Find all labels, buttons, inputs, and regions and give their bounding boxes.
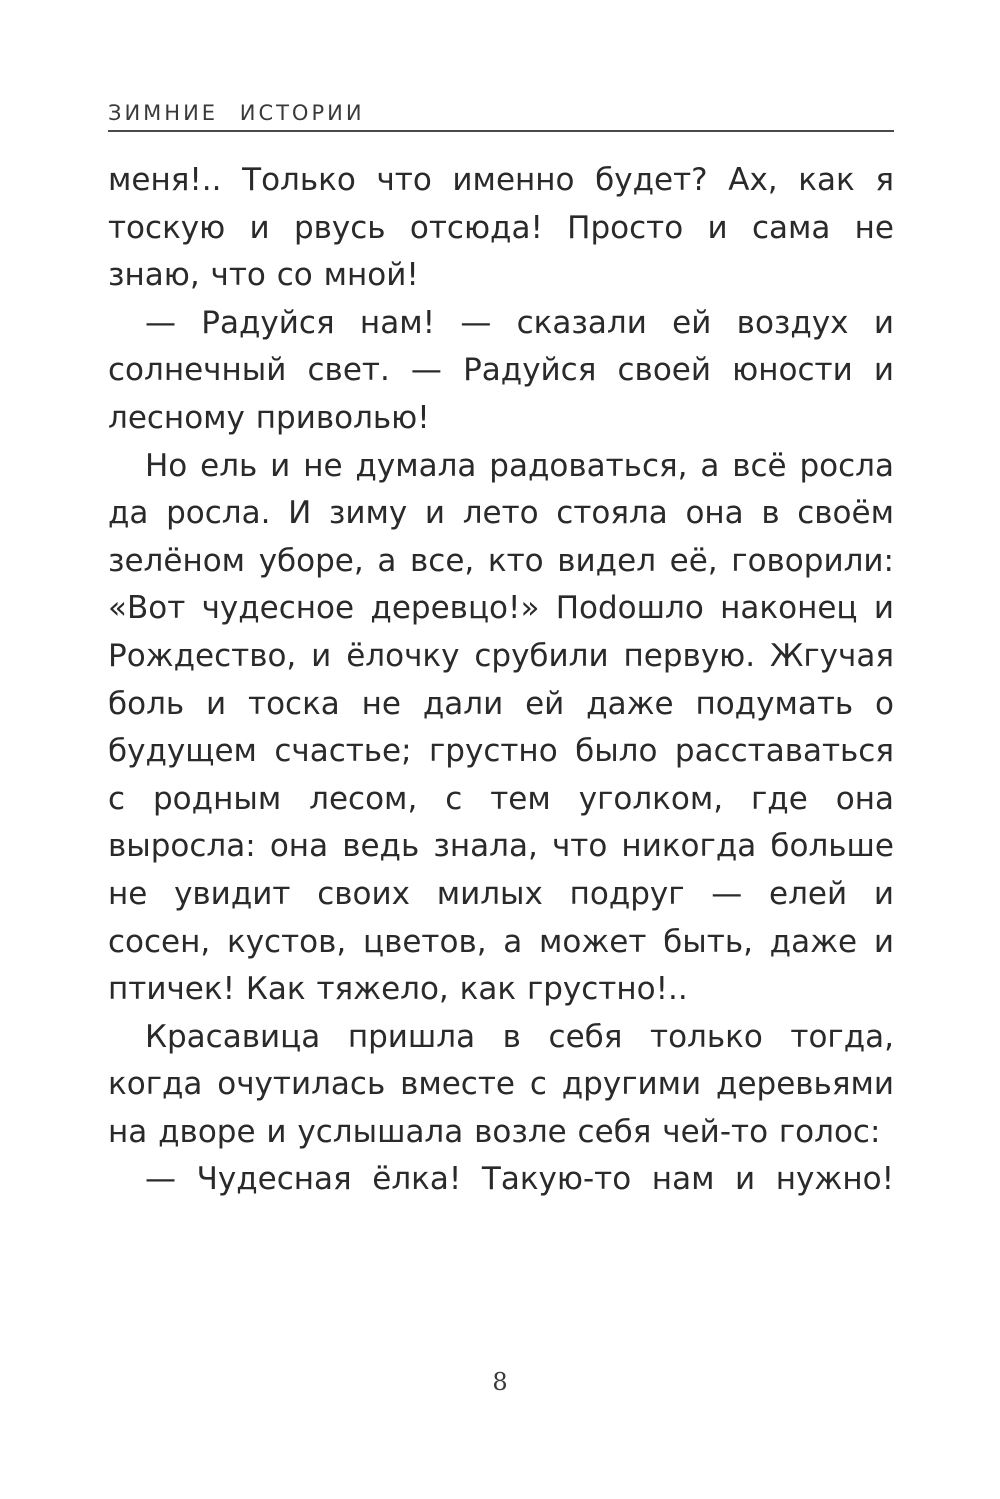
page-number: 8 — [492, 1368, 508, 1396]
paragraph-continuation: меня!.. Только что именно будет? Ах, как я тоскую и рвусь отсюда! Просто и сама не знаю, что со мной! — [108, 162, 894, 294]
paragraph-beauty-in-yard: Красавица пришла в себя только тогда, когда очутилась вместе с другими деревьями на дворе и услышала возле себя чей-то голос: — [108, 1018, 894, 1150]
paragraph-wonderful-tree: — Чудесная ёлка! Такую-то нам и нужно! — [145, 1161, 894, 1198]
paragraph-dialogue-air-sunlight: — Радуйся нам! — сказали ей воздух и солнечный свет. — Радуйся своей юности и лесному приволью! — [108, 304, 894, 436]
running-head — [108, 100, 894, 132]
paragraph-fir-tree-felled: Но ель и не думала радоваться, а всё росла да росла. И зиму и лето стояла она в своём зелёном уборе, а все, кто видел её, говорили: «Вот чудесное деревцо!» Поdошло наконец и Рождество, и ёлочку срубили первую. Жгучая боль и тоска не дали ей даже подумать о будущем счастье; грустно было расставаться с родным лесом, с тем уголком, где она выросла: она ведь знала, что никогда больше не увидит своих милых подруг — елей и сосен, кустов, цветов, а может быть, даже и птичек! Как тяжело, как грустно!.. — [108, 447, 894, 1008]
body-text — [108, 157, 894, 1204]
running-title: ЗИМНИЕ ИСТОРИИ — [108, 101, 365, 125]
